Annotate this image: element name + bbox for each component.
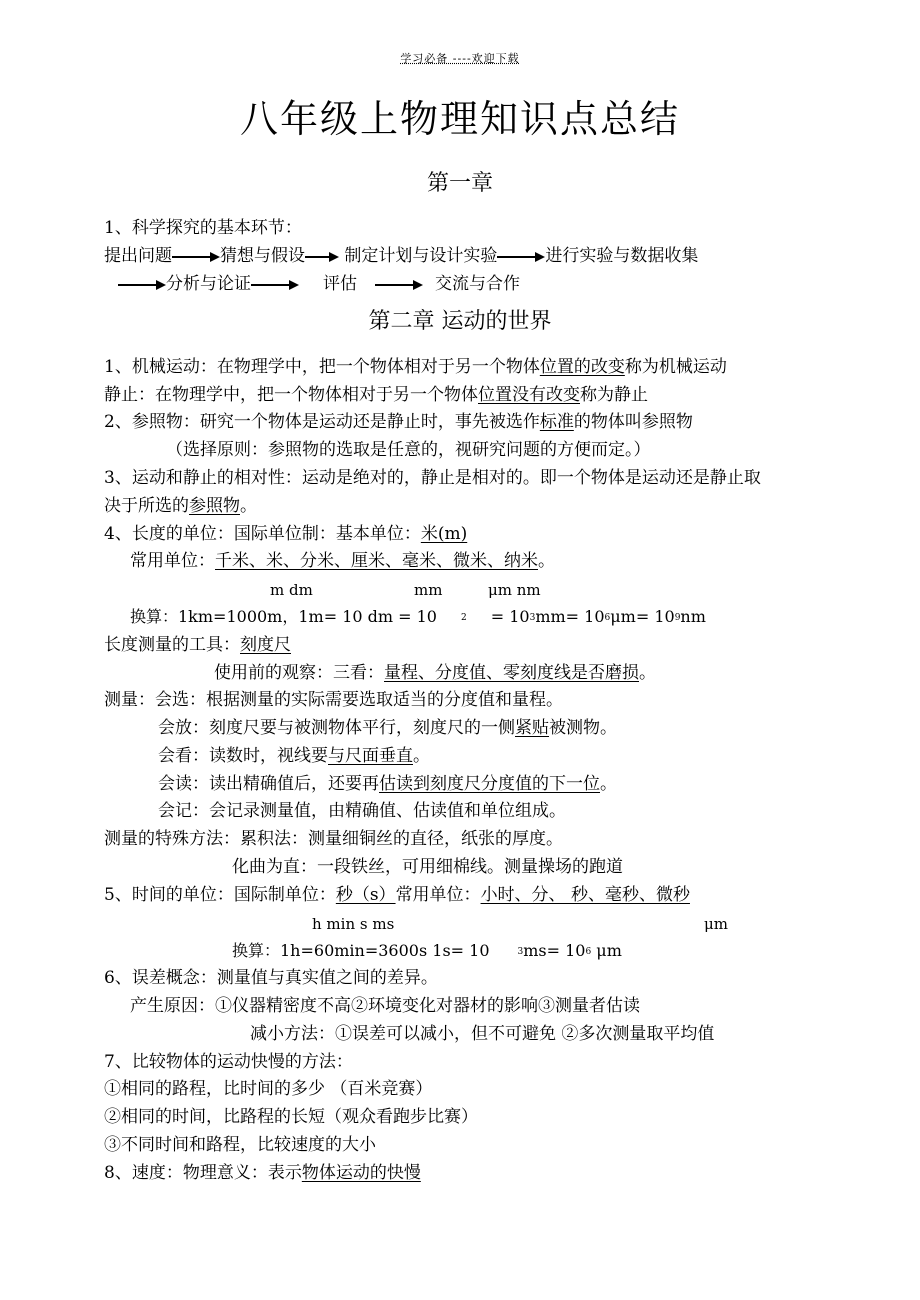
text-line: 7、比较物体的运动快慢的方法： (104, 1052, 353, 1072)
step-text: 提出问题 (104, 246, 172, 266)
text-span: mm= 10 (535, 607, 605, 626)
text-line: 6、误差概念：测量值与真实值之间的差异。 (104, 968, 438, 988)
text-line: 3、运动和静止的相对性：运动是绝对的，静止是相对的。即一个物体是运动还是静止取 (104, 468, 761, 488)
text-span: 称为机械运动 (624, 357, 727, 377)
text-span: ms= 10 (523, 941, 586, 960)
conversion-line (130, 605, 706, 630)
underlined-term: 小时、分、 秒、毫秒、微秒 (480, 885, 690, 905)
text-span: 长度测量的工具： (104, 635, 240, 655)
text-span: 常用单位： (130, 551, 215, 571)
header-text: 学习必备 ----欢迎下载 (400, 52, 520, 65)
underlined-term: 参照物 (189, 496, 240, 516)
text-span: 2、参照物：研究一个物体是运动还是静止时，事先被选作 (104, 412, 540, 432)
text-span: μm (591, 941, 622, 960)
text-span: 称为静止 (580, 385, 648, 405)
text-line: 化曲为直：一段铁丝，可用细棉线。测量操场的跑道 (232, 857, 623, 877)
underlined-term: 估读到刻度尺分度值的下一位 (379, 774, 600, 794)
unit-symbols: μm (704, 915, 728, 933)
text-line (158, 744, 430, 768)
right-arrow-icon (118, 280, 166, 290)
underlined-term: 量程、分度值、零刻度线是否磨损 (384, 663, 639, 683)
exponent: 2 (461, 613, 467, 623)
chapter1-heading: 第一章 (426, 171, 493, 196)
text-line: 减小方法：①误差可以减小，但不可避免 ②多次测量取平均值 (250, 1024, 715, 1044)
text-span: μm= 10 (610, 607, 675, 626)
underlined-term: 千米、米、分米、厘米、毫米、微米、纳米 (215, 551, 538, 571)
underlined-term: 位置没有改变 (478, 385, 580, 405)
step-text: 分析与论证 (166, 274, 251, 294)
exponent: 9 (674, 613, 681, 623)
exponent: 6 (604, 613, 611, 623)
text-line (130, 549, 555, 573)
inquiry-steps-row2 (118, 272, 520, 296)
text-line (104, 355, 727, 379)
text-span: 。 (600, 774, 617, 794)
underlined-term: 米(m) (420, 524, 468, 544)
text-span: 常用单位： (395, 885, 481, 905)
underlined-term: 秒（s） (335, 885, 396, 905)
text-span: 换算：1h=60min=3600s 1s= 10 (232, 941, 490, 960)
unit-symbols: h min s ms (312, 915, 395, 933)
text-line (104, 494, 257, 518)
unit-symbols: mm (414, 581, 443, 599)
inquiry-steps-row1 (104, 244, 698, 268)
underlined-term: 紧贴 (515, 718, 549, 738)
right-arrow-icon (497, 252, 545, 262)
text-span: 会看：读数时，视线要 (158, 746, 328, 766)
document-title: 八年级上物理知识点总结 (239, 97, 680, 141)
underlined-term: 位置的改变 (539, 357, 625, 377)
exponent: 3 (529, 613, 536, 623)
text-line (104, 633, 291, 657)
right-arrow-icon (375, 280, 423, 290)
text-line: 测量的特殊方法：累积法：测量细铜丝的直径，纸张的厚度。 (104, 829, 563, 849)
text-span: 。 (413, 746, 430, 766)
text-line: ③不同时间和路程，比较速度的大小 (104, 1135, 376, 1155)
text-span: 使用前的观察：三看： (214, 663, 384, 683)
text-span: 。 (538, 551, 555, 571)
text-line: ②相同的时间，比路程的长短（观众看跑步比赛） (104, 1107, 478, 1127)
exponent: 6 (585, 947, 592, 957)
text-line: 产生原因：①仪器精密度不高②环境变化对器材的影响③测量者估读 (130, 996, 640, 1016)
text-line (104, 522, 467, 546)
text-line (158, 772, 617, 796)
text-line (104, 383, 648, 407)
text-span: 5、时间的单位：国际制单位： (104, 885, 336, 905)
text-line: ①相同的路程，比时间的多少 （百米竞赛） (104, 1079, 433, 1099)
conversion-line (232, 939, 622, 964)
text-line (214, 661, 656, 685)
exponent: 3 (517, 947, 524, 957)
text-line: （选择原则：参照物的选取是任意的，视研究问题的方便而定。） (166, 440, 651, 460)
page-header (0, 50, 920, 66)
step-text: 进行实验与数据收集 (545, 246, 699, 266)
text-span: 1、机械运动：在物理学中，把一个物体相对于另一个物体 (104, 357, 540, 377)
text-line: 测量：会选：根据测量的实际需要选取适当的分度值和量程。 (104, 690, 563, 710)
step-text: 交流与合作 (435, 274, 520, 294)
text-span: 决于所选的 (104, 496, 189, 516)
chapter1-item1: 1、科学探究的基本环节： (104, 218, 302, 238)
underlined-term: 与尺面垂直 (328, 746, 413, 766)
unit-symbols: m dm (270, 581, 313, 599)
text-line (158, 716, 617, 740)
text-span: 换算：1km=1000m，1m= 10 dm = 10 (130, 607, 437, 626)
text-span: 8、速度：物理意义：表示 (104, 1163, 302, 1183)
unit-symbols: μm nm (488, 581, 541, 599)
text-span: 会读：读出精确值后，还要再 (158, 774, 379, 794)
text-span: 会放：刻度尺要与被测物体平行，刻度尺的一侧 (158, 718, 515, 738)
text-span: 。 (639, 663, 656, 683)
text-span: 4、长度的单位：国际单位制：基本单位： (104, 524, 421, 544)
right-arrow-icon (172, 252, 220, 262)
text-line: 会记：会记录测量值，由精确值、估读值和单位组成。 (158, 801, 566, 821)
text-line (104, 410, 693, 434)
text-span: = 10 (490, 607, 530, 626)
underlined-term: 标准 (539, 412, 574, 432)
text-line (104, 883, 690, 907)
underlined-term: 刻度尺 (240, 635, 291, 655)
step-text: 评估 (323, 274, 357, 294)
text-span: nm (680, 607, 706, 626)
right-arrow-icon (305, 252, 339, 262)
step-text: 制定计划与设计实验 (344, 246, 498, 266)
step-text: 猜想与假设 (220, 246, 305, 266)
text-span: 被测物。 (549, 718, 617, 738)
text-span: 的物体叫参照物 (573, 412, 693, 432)
right-arrow-icon (251, 280, 299, 290)
text-line (104, 1161, 421, 1185)
text-span: 静止：在物理学中，把一个物体相对于另一个物体 (104, 385, 478, 405)
chapter2-heading: 第二章 运动的世界 (368, 309, 552, 334)
underlined-term: 物体运动的快慢 (301, 1163, 421, 1183)
text-span: 。 (240, 496, 257, 516)
